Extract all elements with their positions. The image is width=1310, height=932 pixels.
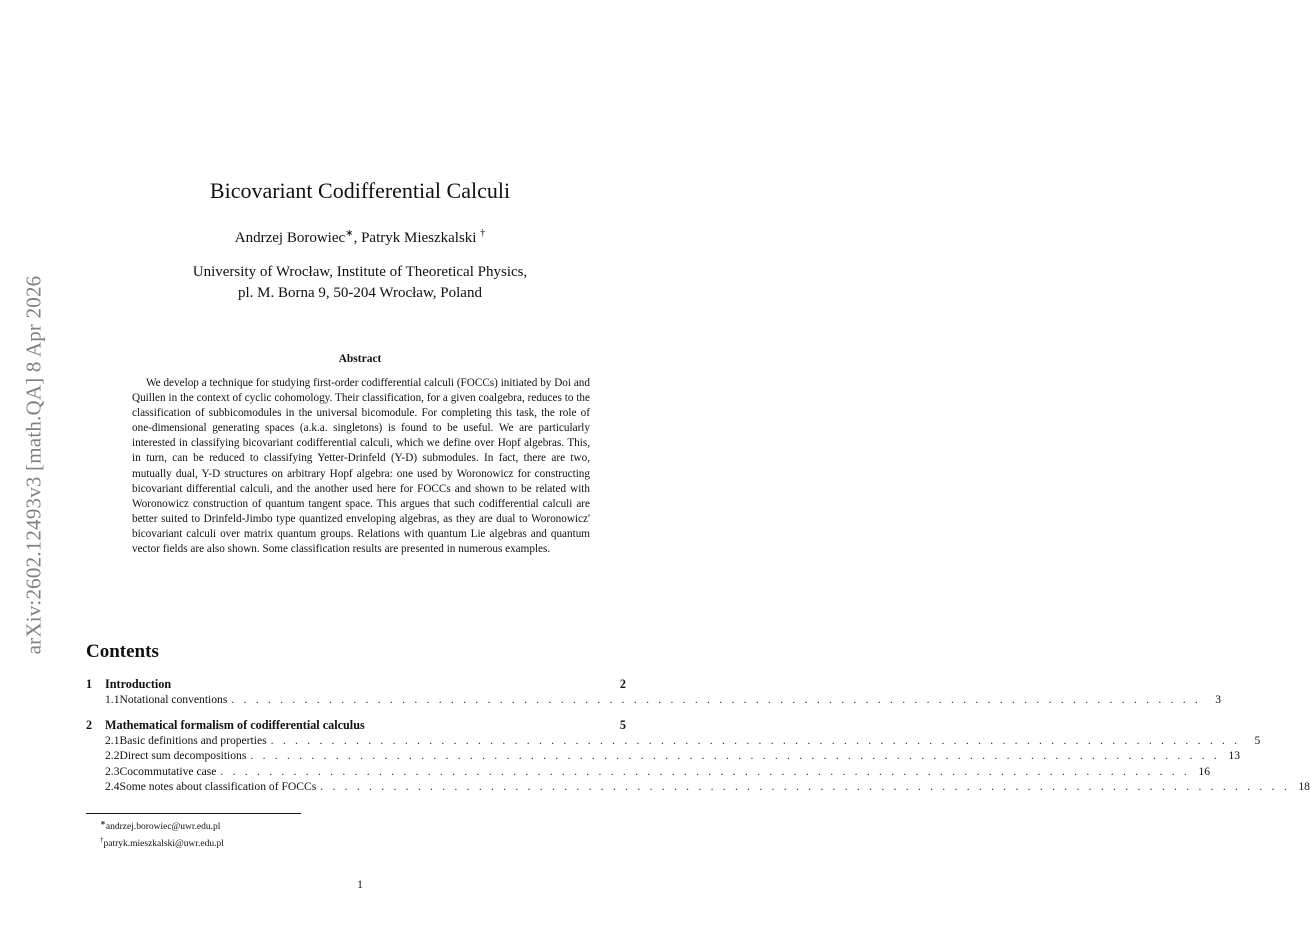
toc-section-entry[interactable]: [86, 718, 626, 734]
toc-subsection-entry[interactable]: [86, 749, 1241, 765]
toc-dot-leader: . . . . . . . . . . . . . . . . . . . . . . . . . . . . . . . . . . . . . . . . . . . . . . . . . . . . . . . . . . . . . . . . . . . . . . . . . . . . . . . .: [250, 749, 1221, 763]
toc-entry-label[interactable]: Some notes about classification of FOCCs: [119, 780, 317, 794]
toc-entry-page[interactable]: 3: [1215, 693, 1222, 706]
toc-entry-label[interactable]: Cocommutative case: [119, 764, 217, 778]
toc-entry-page[interactable]: 16: [1198, 764, 1211, 778]
toc-entry-number: 1: [86, 677, 93, 691]
footnote-entry: [100, 834, 224, 851]
toc-dot-leader: . . . . . . . . . . . . . . . . . . . . . . . . . . . . . . . . . . . . . . . . . . . . . . . . . . . . . . . . . . . . . . . . . . . . . . . . . . . . . . . .: [220, 764, 1191, 778]
toc-entry-page[interactable]: 2: [619, 677, 626, 691]
footnote-mark: †: [100, 836, 104, 845]
table-of-contents: [86, 677, 1310, 796]
toc-entry-page[interactable]: 5: [1254, 733, 1261, 747]
toc-subsection-entry[interactable]: [86, 764, 1211, 781]
toc-entry-page[interactable]: 18: [1298, 780, 1310, 794]
toc-entry-label[interactable]: Basic definitions and properties: [119, 733, 267, 747]
contents-heading: Contents: [86, 641, 159, 662]
footnote-divider: [86, 813, 301, 814]
toc-dot-leader: . . . . . . . . . . . . . . . . . . . . . . . . . . . . . . . . . . . . . . . . . . . . . . . . . . . . . . . . . . . . . . . . . . . . . . . . . . . . . . . .: [270, 733, 1241, 747]
toc-entry-number: 1.1: [105, 693, 120, 706]
affiliation-line-1: University of Wrocław, Institute of Theoretical Physics,: [192, 264, 528, 280]
toc-entry-number: 2.1: [105, 733, 120, 747]
footnote-mark-star[interactable]: ∗: [345, 228, 354, 239]
toc-subsection-entry[interactable]: [86, 780, 1310, 796]
toc-section-entry[interactable]: [86, 677, 626, 693]
toc-entry-label[interactable]: Introduction: [105, 677, 172, 691]
abstract-text: We develop a technique for studying first-order codifferential calculi (FOCCs) initiated by Doi and Quillen in the context of cyclic cohomology. Their classification, for a given coalgebra, reduces to the classification of subbicomodules in the universal bicomodule. For completing this task, the role of one-dimensional generating spaces (a.k.a. singletons) is found to be useful. We are particularly interested in classifying bicovariant codifferential calculi, which we define over Hopf algebras. This, in turn, can be reduced to classifying Yetter-Drinfeld (Y-D) submodules. In fact, there are two, mutually dual, Y-D structures on arbitrary Hopf algebra: one used by Woronowicz for constructing bicovariant differential calculi, and the another used here for FOCCs and shown to be related with Woronowicz construction of quantum tangent space. This argues that such codifferential calculi are better suited to Drinfeld-Jimbo type quantized enveloping algebras, as they are dual to Woronowicz' bicovariant calculi over matrix quantum groups. Relations with quantum Lie algebras and quantum vector fields are also shown. Some classification results are presented in numerous examples.: [132, 377, 590, 556]
author-borowiec: Andrzej Borowiec: [234, 230, 346, 246]
toc-entry-label[interactable]: Mathematical formalism of codifferential calculus: [105, 717, 365, 732]
toc-entry-number: 2.4: [105, 780, 120, 794]
toc-subsection-entry[interactable]: [86, 733, 1261, 750]
footnotes: [100, 817, 224, 851]
footnote-email[interactable]: andrzej.borowiec@uwr.edu.pl: [105, 822, 221, 833]
page-number: 1: [357, 879, 363, 891]
author-mieszkalski: Patryk Mieszkalski: [361, 230, 477, 246]
toc-entry-page[interactable]: 13: [1228, 749, 1241, 763]
toc-entry-label[interactable]: Direct sum decompositions: [119, 749, 247, 763]
toc-subsection-entry[interactable]: [86, 693, 1222, 709]
arxiv-identifier-stamp[interactable]: arXiv:2602.12493v3 [math.QA] 8 Apr 2026: [21, 275, 46, 655]
footnote-mark-dagger[interactable]: †: [480, 228, 486, 239]
footnote-email[interactable]: patryk.mieszkalski@uwr.edu.pl: [103, 839, 224, 850]
toc-dot-leader: . . . . . . . . . . . . . . . . . . . . . . . . . . . . . . . . . . . . . . . . . . . . . . . . . . . . . . . . . . . . . . . . . . . . . . . . . . . . . . . .: [231, 693, 1202, 706]
author-separator: ,: [353, 230, 358, 246]
toc-entry-number: 2.3: [105, 764, 120, 778]
toc-entry-number: 2: [86, 717, 93, 732]
toc-entry-number: 2.2: [105, 749, 120, 763]
affiliation-line-2: pl. M. Borna 9, 50-204 Wrocław, Poland: [238, 285, 482, 301]
toc-dot-leader: . . . . . . . . . . . . . . . . . . . . . . . . . . . . . . . . . . . . . . . . . . . . . . . . . . . . . . . . . . . . . . . . . . . . . . . . . . . . . . . .: [320, 780, 1290, 794]
toc-entry-label[interactable]: Notational conventions: [119, 693, 228, 706]
paper-title: Bicovariant Codifferential Calculi: [209, 178, 511, 203]
footnote-entry: [100, 817, 224, 834]
abstract-heading: Abstract: [338, 353, 382, 365]
footnote-mark: ∗: [100, 819, 106, 827]
affiliation: [0, 262, 720, 304]
toc-entry-page[interactable]: 5: [619, 717, 626, 732]
author-line: [0, 228, 720, 247]
